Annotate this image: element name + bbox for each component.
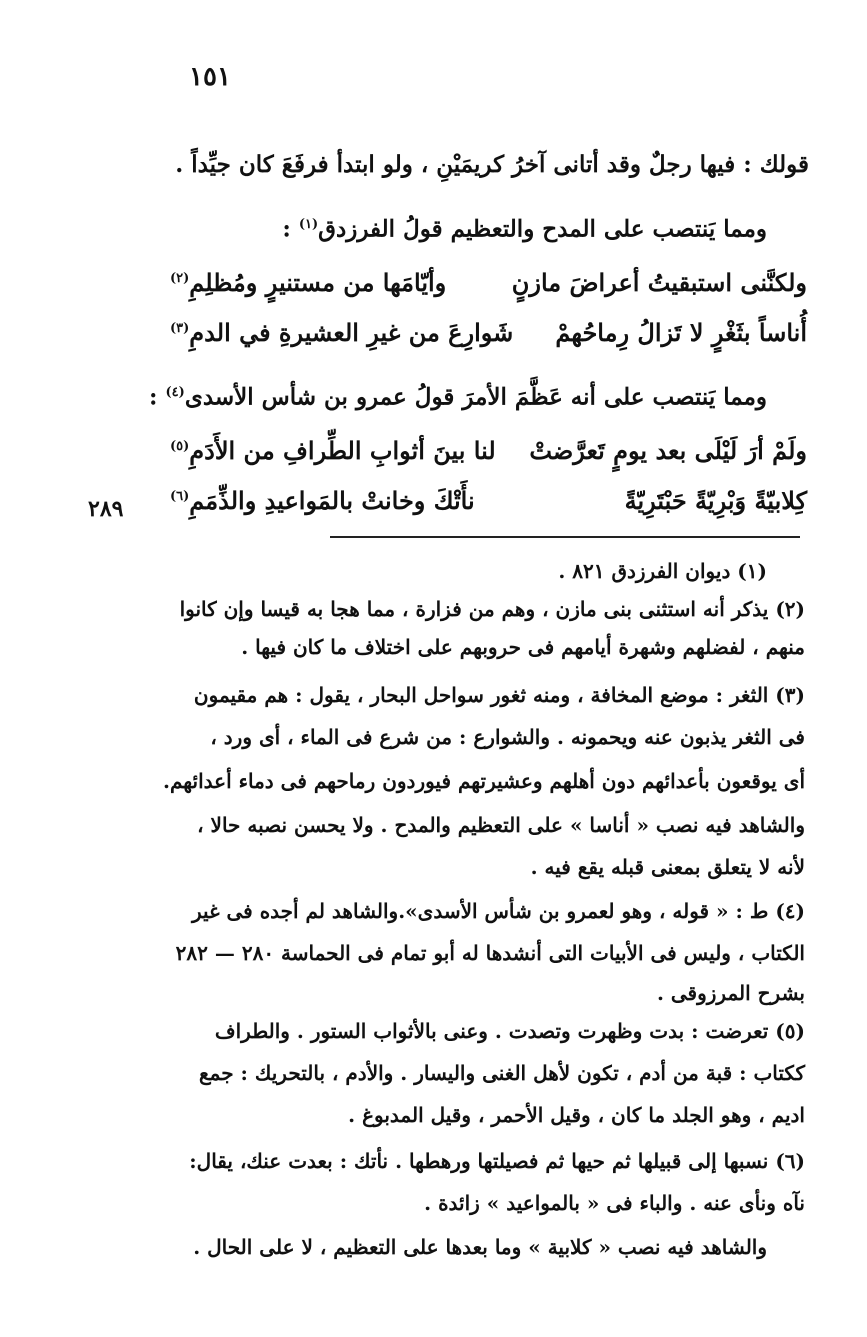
verse-1-b-text: وأيّامَها من مستنيرٍ ومُظلِمِ [189,268,447,297]
intro-2-text: ومما يَنتصب على أنه عَظَّمَ الأمرَ قولُ عمرو بن شأس الأسدى [184,383,767,411]
verse-1-first-hemistich: ولكنَّنى استبقيتُ أعراضَ مازنٍ [511,268,807,297]
footnote-5-line-1: (٥) تعرضت : بدت وظهرت وتصدت . وعنى بالأثواب الستور . والطراف [214,1019,805,1043]
footnote-ref-1: (١) [298,217,319,232]
verse-2-b-text: شَوارِعَ من غيرِ العشيرةِ في الدمِ [189,318,514,347]
verse-4-first-hemistich: كِلابيّةً وَبْرِيّةً حَبْتَرِيّةً [624,486,807,515]
footnote-3-line-1: (٣) الثغر : موضع المخافة ، ومنه ثغور سواحل البحار ، يقول : هم مقيمون [193,683,805,707]
verse-3-first-hemistich: ولَمْ أرَ لَيْلَى بعد يومٍ تَعرَّضتْ [529,436,807,465]
footnote-6-line-3: والشاهد فيه نصب « كلابية » وما بعدها على التعظيم ، لا على الحال . [193,1235,767,1259]
intro-text: ومما يَنتصب على المدح والتعظيم قولُ الفرزدق [318,215,767,243]
footnote-3-line-2: فى الثغر يذبون عنه ويحمونه . والشوارع : من شرع فى الماء ، أى ورد ، [210,725,805,749]
footnote-2-line-1: (٢) يذكر أنه استثنى بنى مازن ، وهم من فزارة ، مما هجا به قيسا وإن كانوا [179,597,805,621]
footnote-4-line-2: الكتاب ، وليس فى الأبيات التى أنشدها له أبو تمام فى الحماسة ٢٨٠ — ٢٨٢ [175,941,805,965]
verse-3-second-hemistich [170,436,496,465]
footnote-ref-2: (٢) [170,271,190,286]
verse-2-first-hemistich: أُناساً بثَغْرٍ لا تَزالُ رِماحُهمْ [555,318,807,347]
footnote-ref-4: (٤) [165,385,185,400]
margin-page-reference: ٢٨٩ [88,496,124,522]
footnote-3-line-3: أى يوقعون بأعدائهم دون أهلهم وعشيرتهم فيوردون رماحهم فى دماء أعدائهم. [163,769,805,793]
footnote-4-line-1: (٤) ط : « قوله ، وهو لعمرو بن شأس الأسدى».والشاهد لم أجده فى غير [192,899,805,923]
verse-4-b-text: نأَتْكَ وخانتْ بالمَواعيدِ والذِّمَمِ [189,486,475,515]
footnote-3-line-4: والشاهد فيه نصب « أناسا » على التعظيم والمدح . ولا يحسن نصبه حالا ، [197,813,805,837]
body-intro-1 [282,210,767,245]
footnote-divider [330,536,800,538]
footnote-5-line-2: ككتاب : قبة من أدم ، تكون لأهل الغنى واليسار . والأدم ، بالتحريك : جمع [198,1061,805,1085]
intro-2-colon: : [149,383,166,411]
footnote-ref-3: (٣) [170,321,190,336]
intro-colon: : [282,215,299,243]
verse-3-b-text: لنا بينَ أثوابِ الطِّرافِ من الأَدَمِ [189,436,496,465]
footnote-1: (١) ديوان الفرزدق ٨٢١ . [558,559,767,583]
verse-1-second-hemistich [170,268,446,297]
footnote-6-line-1: (٦) نسبها إلى قبيلها ثم حيها ثم فصيلتها ورهطها . نأتك : بعدت عنك، يقال: [189,1149,805,1173]
body-line-1: قولك : فيها رجلٌ وقد أتانى آخرُ كريمَيْنِ ، ولو ابتدأ فرفَعَ كان جيِّداً . [175,151,809,178]
footnote-ref-5: (٥) [170,439,190,454]
footnote-2-line-2: منهم ، لفضلهم وشهرة أيامهم فى حروبهم على اختلاف ما كان فيها . [241,635,805,659]
footnote-6-line-2: نآه ونأى عنه . والباء فى « بالمواعيد » زائدة . [424,1191,805,1215]
page-number: ١٥١ [189,62,231,92]
verse-2-second-hemistich [170,318,513,347]
body-intro-2 [149,378,767,413]
footnote-4-line-3: بشرح المرزوقى . [656,981,805,1005]
footnote-3-line-5: لأنه لا يتعلق بمعنى قبله يقع فيه . [530,855,805,879]
footnote-5-line-3: اديم ، وهو الجلد ما كان ، وقيل الأحمر ، وقيل المدبوغ . [348,1103,805,1127]
footnote-ref-6: (٦) [170,489,190,504]
verse-4-second-hemistich [170,486,475,515]
